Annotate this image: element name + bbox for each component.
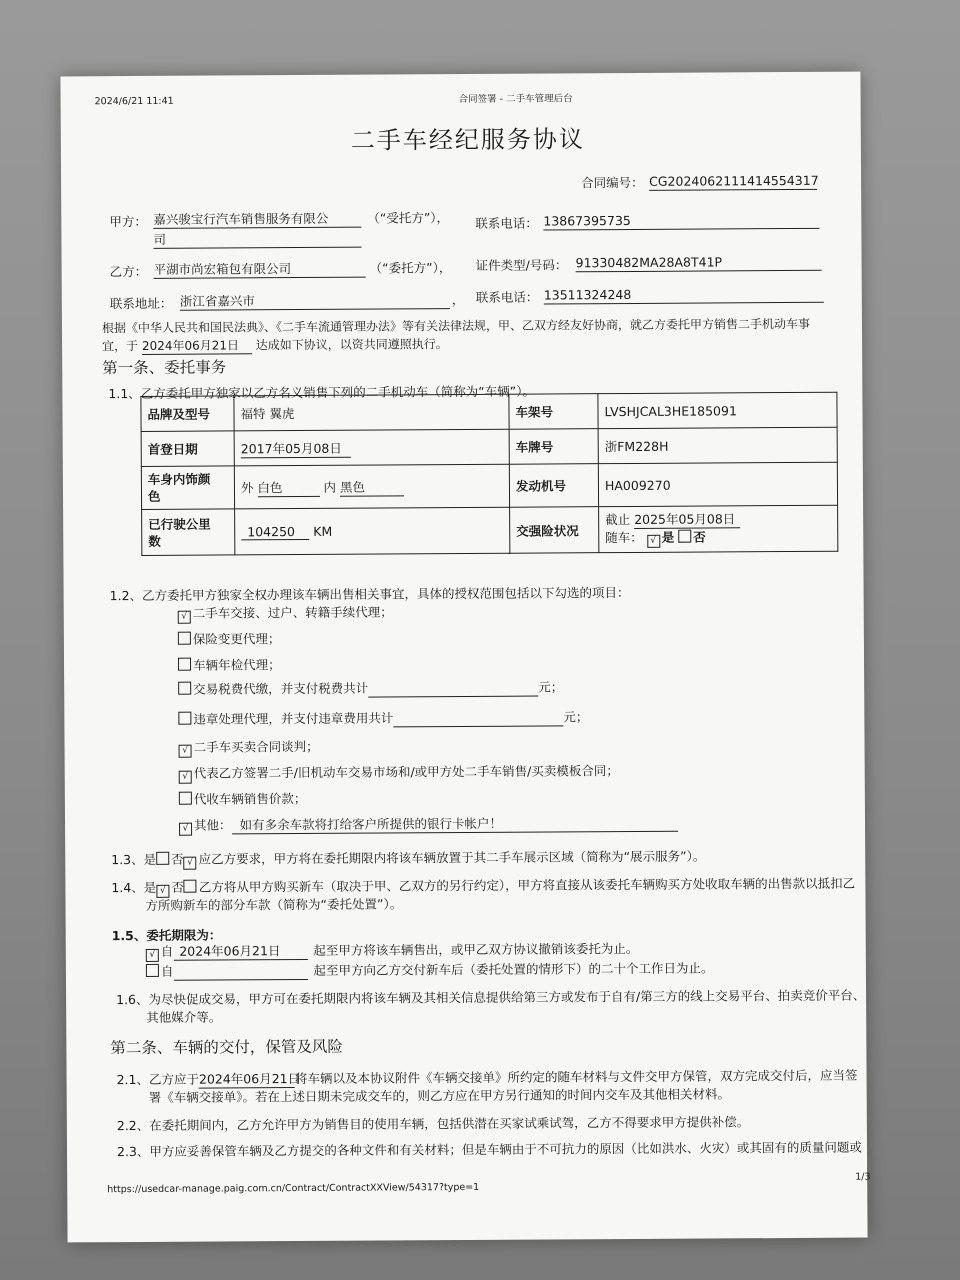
clause-1-3-yes-checkbox[interactable] xyxy=(156,852,169,865)
clause-1-2: 1.2、乙方委托甲方独家全权办理该车辆出售相关事宜，具体的授权范围包括以下勾选的项目： xyxy=(109,584,630,604)
term-option-2-from: 自 xyxy=(160,963,174,979)
print-datetime: 2024/6/21 11:41 xyxy=(94,95,174,108)
option-checkbox-sign-contract[interactable]: √ xyxy=(179,771,192,784)
party-a-phone: 13867395735 xyxy=(543,212,819,231)
vehicle-info-table xyxy=(140,392,838,556)
clause-1-3-no: 否 xyxy=(171,851,184,867)
option-label-tax: 交易税费代缴，并支付税费共计 xyxy=(193,680,369,697)
option-checkbox-inspection[interactable] xyxy=(178,658,191,671)
mileage-label-cont: 数 xyxy=(148,533,161,549)
option-label-violation: 违章处理代理，并支付违章费用共计 xyxy=(193,710,394,727)
clause-1-4-text-cont: 方所购新车的部分车款（简称为“委托处置”）。 xyxy=(145,896,403,913)
mileage-label: 已行驶公里 xyxy=(148,516,211,532)
term-option-2-text: 起至甲方向乙方交付新车后（委托处置的情形下）的二十个工作日为止。 xyxy=(313,960,714,978)
contract-page xyxy=(60,72,871,1243)
clause-1-3-text: 应乙方要求，甲方将在委托期限内将该车辆放置于其二手车展示区域（简称为“展示服务”）。 xyxy=(198,848,706,867)
insurance-until-label: 截止 xyxy=(605,511,631,528)
contract-no-label: 合同编号： xyxy=(581,174,644,191)
option-label-transfer: 二手车交接、过户、转籍手续代理； xyxy=(192,604,393,621)
print-page-number: 1/3 xyxy=(855,1171,871,1183)
clause-1-4-text: 乙方将从甲方购买新车（取决于甲、乙双方的另行约定），甲方将直接从该委托车辆购买方处收取车辆的出售款以抵扣乙 xyxy=(198,875,856,895)
clause-1-4-no: 否 xyxy=(171,879,184,895)
intro-date: 2024年06月21日 xyxy=(142,337,252,355)
engine-label: 发动机号 xyxy=(509,464,598,508)
print-footer-url: https://usedcar-manage.paig.com.cn/Contract/ContractXXView/54317?type=1 xyxy=(107,1181,480,1196)
party-b-id: 91330482MA28A8T41P xyxy=(576,254,822,273)
term-option-1-checkbox[interactable]: √ xyxy=(146,949,159,962)
insurance-yes-checkbox[interactable]: √ xyxy=(647,535,660,548)
option-label-negotiation: 二手车买卖合同谈判； xyxy=(193,738,319,755)
reg-date-label: 首登日期 xyxy=(141,431,234,467)
clause-2-3: 2.3、甲方应妥善保管车辆及乙方提交的各种文件和有关材料；但是车辆由于不可抗力的原因（比如洪水、火灾）或其固有的质量问题或 xyxy=(116,1139,862,1160)
engine-value: HA009270 xyxy=(598,462,837,506)
option-checkbox-negotiation[interactable]: √ xyxy=(179,745,192,758)
option-checkbox-transfer[interactable]: √ xyxy=(178,611,191,624)
clause-2-1-text: 将车辆以及本协议附件《车辆交接单》所约定的随车材料与文件交甲方保管，双方完成交付后，应当签 xyxy=(294,1067,858,1087)
option-label-collect-payment: 代收车辆销售价款； xyxy=(193,790,307,807)
article-1-heading: 第一条、委托事务 xyxy=(102,358,227,378)
option-checkbox-tax[interactable] xyxy=(178,682,191,695)
insurance-yes-label: 是 xyxy=(661,529,675,545)
clause-1-4-yes-checkbox[interactable]: √ xyxy=(156,885,169,898)
term-option-2-checkbox[interactable] xyxy=(146,964,159,977)
option-tax-unit: 元； xyxy=(538,679,564,695)
option-checkbox-collect-payment[interactable] xyxy=(179,792,192,805)
option-label-sign-contract: 代表乙方签署二手/旧机动车交易市场和/或甲方处二手车销售/买卖模板合同； xyxy=(193,763,619,781)
plate-label: 车牌号 xyxy=(509,429,598,465)
insurance-no-label: 否 xyxy=(693,529,706,545)
party-b-phone: 13511324248 xyxy=(544,286,824,305)
term-option-1-from: 自 xyxy=(160,943,174,959)
clause-2-2: 2.2、在委托期间内，乙方允许甲方为销售目的使用车辆，包括供潜在买家试乘试驾，乙方不得要求甲方提供补偿。 xyxy=(116,1114,750,1134)
option-label-other: 其他： xyxy=(193,817,232,833)
clause-2-1-date: 2024年06月21日 xyxy=(198,1071,301,1087)
outer-color-label: 外 xyxy=(240,479,254,495)
inner-color: 黑色 xyxy=(340,477,404,496)
option-label-insurance: 保险变更代理； xyxy=(192,631,281,647)
vin-value: LVSHJCAL3HE185091 xyxy=(598,392,837,428)
vin-label: 车架号 xyxy=(509,394,598,430)
option-checkbox-other[interactable]: √ xyxy=(179,823,192,836)
party-b-id-label: 证件类型/号码： xyxy=(475,257,568,273)
party-a-name: 嘉兴骏宝行汽车销售服务有限公 xyxy=(153,211,361,229)
contract-no: CG2024062111414554317 xyxy=(649,172,819,189)
print-header-title: 合同签署 - 二手车管理后台 xyxy=(458,93,573,106)
option-violation-unit: 元； xyxy=(563,709,589,725)
intro-suffix: 达成如下协议，以资共同遵照执行。 xyxy=(255,337,448,353)
clause-1-6: 1.6、为尽快促成交易，甲方可在委托期限内将该车辆及其相关信息提供给第三方或发布于自有/第三方的线上交易平台、拍卖竞价平台、 xyxy=(116,987,866,1008)
party-b-role: （“委托方”）， xyxy=(369,260,452,276)
clause-1-5-label: 1.5、委托期限为： xyxy=(111,927,222,944)
option-checkbox-violation[interactable] xyxy=(178,712,191,725)
mileage-unit: KM xyxy=(313,523,333,539)
insurance-until: 2025年05月08日 xyxy=(634,510,740,529)
color-label-cont: 色 xyxy=(147,488,161,504)
insurance-label: 交强险状况 xyxy=(510,507,599,554)
color-label: 车身内饰颜 xyxy=(147,471,211,487)
clause-2-1-prefix: 2.1、乙方应于 xyxy=(116,1071,200,1088)
inner-color-label: 内 xyxy=(323,479,337,495)
insurance-with-label: 随车： xyxy=(605,529,643,546)
clause-1-4-no-checkbox[interactable] xyxy=(184,880,197,893)
clause-1-4-yes: 1.4、是 xyxy=(111,879,157,896)
option-checkbox-insurance[interactable] xyxy=(178,632,191,645)
address-label: 联系地址： xyxy=(109,295,173,312)
party-b-phone-label: 联系电话： xyxy=(475,289,539,305)
mileage-value: 104250 xyxy=(241,523,309,539)
term-option-1-text: 起至甲方将该车辆售出，或甲乙双方协议撤销该委托为止。 xyxy=(313,940,639,958)
option-other-detail: 如有多余车款将打给客户所提供的银行卡帐户！ xyxy=(231,815,677,835)
address: 浙江省嘉兴市 xyxy=(180,292,450,311)
article-2-heading: 第二条、车辆的交付，保管及风险 xyxy=(110,1037,343,1058)
address-comma: ， xyxy=(451,291,465,308)
clause-1-3-yes: 1.3、是 xyxy=(111,851,157,868)
party-b-label: 乙方： xyxy=(109,263,148,280)
party-a-label: 甲方： xyxy=(109,213,147,230)
clause-2-1-text-cont: 署《车辆交接单》。若在上述日期未完成交车的，则乙方应在甲方另行通知的时间内交车及其他相关材料。 xyxy=(148,1086,730,1105)
brand-label: 品牌及型号 xyxy=(141,396,234,432)
party-a-name-cont: 司 xyxy=(153,231,361,249)
brand-value: 福特 翼虎 xyxy=(234,394,509,431)
party-a-role: （“受托方”）， xyxy=(367,210,450,226)
clause-1-6-cont: 其他媒介等。 xyxy=(146,1009,222,1025)
clause-1-3-no-checkbox[interactable]: √ xyxy=(184,857,197,870)
insurance-no-checkbox[interactable] xyxy=(678,530,691,543)
document-title: 二手车经纪服务协议 xyxy=(350,125,585,155)
term-option-1-date: 2024年06月21日 xyxy=(173,943,307,961)
option-label-inspection: 车辆年检代理； xyxy=(192,657,281,673)
reg-date-value: 2017年05月08日 xyxy=(241,438,351,458)
clause-1-1: 1.1、乙方委托甲方独家以乙方名义销售下列的二手机动车（简称为“车辆”）。 xyxy=(108,383,536,402)
party-b-name: 平湖市尚宏箱包有限公司 xyxy=(154,261,366,279)
intro-line-1: 根据《中华人民共和国民法典》、《二手车流通管理办法》等有关法律法规，甲、乙双方经友好协商，就乙方委托甲方销售二手机动车事 xyxy=(101,316,811,336)
intro-prefix: 宜，于 xyxy=(102,338,139,354)
outer-color: 白色 xyxy=(257,477,319,496)
plate-value: 浙FM228H xyxy=(598,427,837,463)
party-a-phone-label: 联系电话： xyxy=(475,215,538,231)
